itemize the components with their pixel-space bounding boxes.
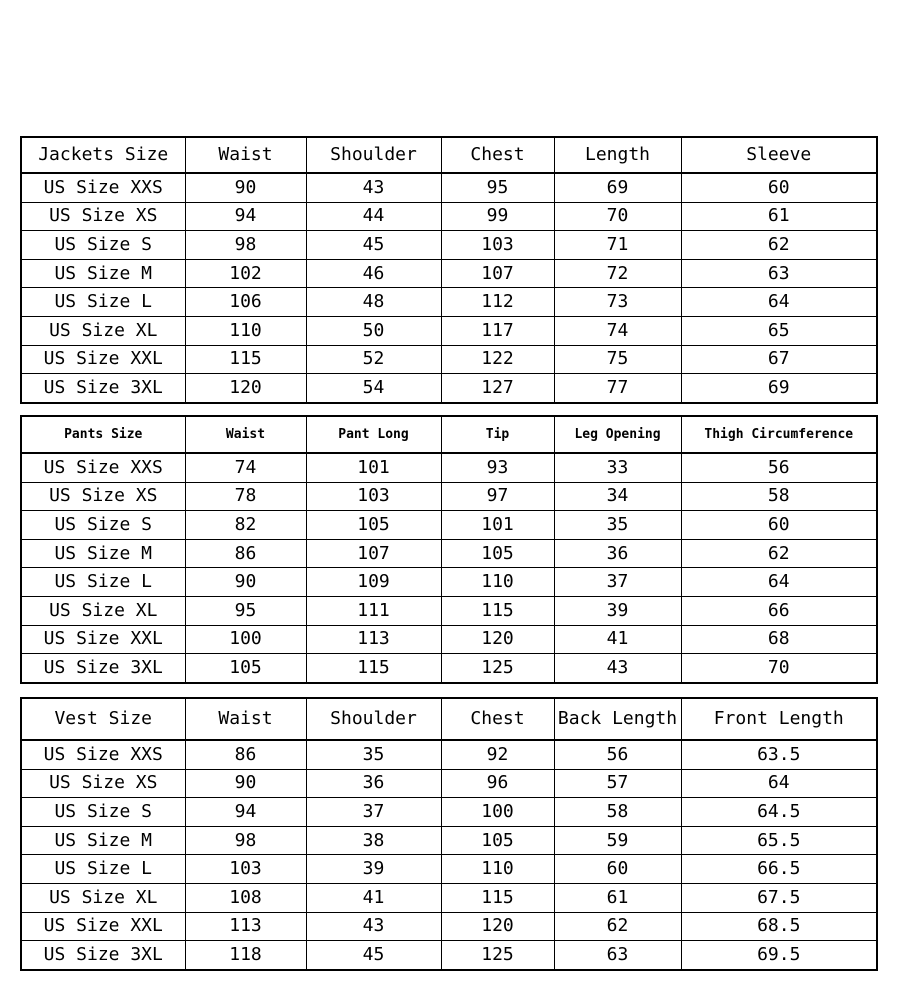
measurement-cell: 103 — [306, 482, 441, 511]
table-row — [21, 769, 877, 798]
measurement-cell: 67.5 — [681, 883, 877, 912]
header-cell: Waist — [185, 416, 306, 453]
measurement-cell: 43 — [306, 173, 441, 202]
size-label-cell: US Size XS — [21, 769, 185, 798]
header-cell: Tip — [441, 416, 554, 453]
measurement-cell: 105 — [306, 511, 441, 540]
measurement-cell: 35 — [554, 511, 681, 540]
size-label-cell: US Size 3XL — [21, 941, 185, 970]
size-label-cell: US Size 3XL — [21, 374, 185, 403]
measurement-cell: 68.5 — [681, 912, 877, 941]
table-row — [21, 453, 877, 482]
measurement-cell: 61 — [554, 883, 681, 912]
measurement-cell: 110 — [441, 855, 554, 884]
header-cell: Waist — [185, 698, 306, 740]
size-label-cell: US Size XXL — [21, 345, 185, 374]
measurement-cell: 117 — [441, 316, 554, 345]
table-row — [21, 231, 877, 260]
measurement-cell: 69 — [681, 374, 877, 403]
table-header-row — [21, 137, 877, 173]
header-cell: Leg Opening — [554, 416, 681, 453]
measurement-cell: 39 — [306, 855, 441, 884]
measurement-cell: 120 — [185, 374, 306, 403]
measurement-cell: 86 — [185, 539, 306, 568]
header-cell: Sleeve — [681, 137, 877, 173]
table-row — [21, 259, 877, 288]
measurement-cell: 110 — [185, 316, 306, 345]
measurement-cell: 113 — [306, 625, 441, 654]
vest-size-table — [20, 697, 878, 971]
header-cell: Chest — [441, 698, 554, 740]
measurement-cell: 70 — [554, 202, 681, 231]
measurement-cell: 107 — [441, 259, 554, 288]
table-row — [21, 568, 877, 597]
measurement-cell: 37 — [306, 798, 441, 827]
measurement-cell: 70 — [681, 654, 877, 683]
measurement-cell: 98 — [185, 231, 306, 260]
measurement-cell: 100 — [441, 798, 554, 827]
measurement-cell: 78 — [185, 482, 306, 511]
measurement-cell: 115 — [185, 345, 306, 374]
measurement-cell: 73 — [554, 288, 681, 317]
measurement-cell: 108 — [185, 883, 306, 912]
measurement-cell: 99 — [441, 202, 554, 231]
measurement-cell: 107 — [306, 539, 441, 568]
measurement-cell: 62 — [681, 539, 877, 568]
header-cell: Waist — [185, 137, 306, 173]
measurement-cell: 74 — [185, 453, 306, 482]
size-label-cell: US Size XS — [21, 202, 185, 231]
table-row — [21, 654, 877, 683]
size-label-cell: US Size XXS — [21, 740, 185, 769]
size-label-cell: US Size S — [21, 511, 185, 540]
size-label-cell: US Size XXS — [21, 173, 185, 202]
pants-size-table — [20, 415, 878, 684]
measurement-cell: 69.5 — [681, 941, 877, 970]
table-row — [21, 883, 877, 912]
table-row — [21, 316, 877, 345]
measurement-cell: 93 — [441, 453, 554, 482]
measurement-cell: 64 — [681, 769, 877, 798]
measurement-cell: 115 — [441, 596, 554, 625]
measurement-cell: 90 — [185, 173, 306, 202]
measurement-cell: 109 — [306, 568, 441, 597]
measurement-cell: 106 — [185, 288, 306, 317]
table-row — [21, 202, 877, 231]
header-cell: Back Length — [554, 698, 681, 740]
measurement-cell: 98 — [185, 826, 306, 855]
measurement-cell: 115 — [441, 883, 554, 912]
measurement-cell: 96 — [441, 769, 554, 798]
measurement-cell: 66 — [681, 596, 877, 625]
measurement-cell: 60 — [554, 855, 681, 884]
measurement-cell: 125 — [441, 941, 554, 970]
measurement-cell: 120 — [441, 912, 554, 941]
measurement-cell: 92 — [441, 740, 554, 769]
measurement-cell: 74 — [554, 316, 681, 345]
measurement-cell: 66.5 — [681, 855, 877, 884]
measurement-cell: 41 — [554, 625, 681, 654]
measurement-cell: 101 — [441, 511, 554, 540]
header-cell: Jackets Size — [21, 137, 185, 173]
measurement-cell: 115 — [306, 654, 441, 683]
measurement-cell: 36 — [306, 769, 441, 798]
header-cell: Shoulder — [306, 137, 441, 173]
measurement-cell: 94 — [185, 202, 306, 231]
jackets-size-table — [20, 136, 878, 404]
measurement-cell: 43 — [554, 654, 681, 683]
measurement-cell: 44 — [306, 202, 441, 231]
measurement-cell: 101 — [306, 453, 441, 482]
measurement-cell: 113 — [185, 912, 306, 941]
size-label-cell: US Size M — [21, 259, 185, 288]
header-cell: Front Length — [681, 698, 877, 740]
measurement-cell: 102 — [185, 259, 306, 288]
measurement-cell: 120 — [441, 625, 554, 654]
measurement-cell: 125 — [441, 654, 554, 683]
measurement-cell: 63 — [554, 941, 681, 970]
measurement-cell: 34 — [554, 482, 681, 511]
measurement-cell: 59 — [554, 826, 681, 855]
measurement-cell: 105 — [185, 654, 306, 683]
header-cell: Pant Long — [306, 416, 441, 453]
measurement-cell: 82 — [185, 511, 306, 540]
measurement-cell: 41 — [306, 883, 441, 912]
size-label-cell: US Size L — [21, 288, 185, 317]
table-row — [21, 826, 877, 855]
measurement-cell: 95 — [441, 173, 554, 202]
table-row — [21, 482, 877, 511]
measurement-cell: 105 — [441, 826, 554, 855]
measurement-cell: 60 — [681, 511, 877, 540]
measurement-cell: 33 — [554, 453, 681, 482]
size-label-cell: US Size XL — [21, 883, 185, 912]
measurement-cell: 57 — [554, 769, 681, 798]
measurement-cell: 45 — [306, 231, 441, 260]
measurement-cell: 37 — [554, 568, 681, 597]
measurement-cell: 63 — [681, 259, 877, 288]
measurement-cell: 54 — [306, 374, 441, 403]
measurement-cell: 111 — [306, 596, 441, 625]
size-label-cell: US Size XL — [21, 316, 185, 345]
measurement-cell: 38 — [306, 826, 441, 855]
size-label-cell: US Size L — [21, 855, 185, 884]
header-cell: Pants Size — [21, 416, 185, 453]
measurement-cell: 71 — [554, 231, 681, 260]
measurement-cell: 68 — [681, 625, 877, 654]
measurement-cell: 127 — [441, 374, 554, 403]
measurement-cell: 112 — [441, 288, 554, 317]
header-cell: Shoulder — [306, 698, 441, 740]
measurement-cell: 67 — [681, 345, 877, 374]
measurement-cell: 94 — [185, 798, 306, 827]
measurement-cell: 58 — [681, 482, 877, 511]
measurement-cell: 56 — [681, 453, 877, 482]
table-row — [21, 740, 877, 769]
measurement-cell: 100 — [185, 625, 306, 654]
size-label-cell: US Size 3XL — [21, 654, 185, 683]
measurement-cell: 46 — [306, 259, 441, 288]
size-label-cell: US Size XXL — [21, 912, 185, 941]
measurement-cell: 90 — [185, 568, 306, 597]
table-header-row — [21, 698, 877, 740]
table-row — [21, 625, 877, 654]
measurement-cell: 122 — [441, 345, 554, 374]
measurement-cell: 118 — [185, 941, 306, 970]
measurement-cell: 52 — [306, 345, 441, 374]
measurement-cell: 56 — [554, 740, 681, 769]
table-row — [21, 173, 877, 202]
table-row — [21, 941, 877, 970]
size-label-cell: US Size M — [21, 539, 185, 568]
table-row — [21, 539, 877, 568]
measurement-cell: 60 — [681, 173, 877, 202]
size-label-cell: US Size S — [21, 231, 185, 260]
table-row — [21, 855, 877, 884]
measurement-cell: 95 — [185, 596, 306, 625]
measurement-cell: 103 — [185, 855, 306, 884]
table-row — [21, 345, 877, 374]
header-cell: Chest — [441, 137, 554, 173]
measurement-cell: 110 — [441, 568, 554, 597]
table-row — [21, 374, 877, 403]
size-label-cell: US Size XL — [21, 596, 185, 625]
measurement-cell: 103 — [441, 231, 554, 260]
header-cell: Length — [554, 137, 681, 173]
measurement-cell: 61 — [681, 202, 877, 231]
table-row — [21, 288, 877, 317]
measurement-cell: 43 — [306, 912, 441, 941]
measurement-cell: 63.5 — [681, 740, 877, 769]
measurement-cell: 65.5 — [681, 826, 877, 855]
measurement-cell: 35 — [306, 740, 441, 769]
size-label-cell: US Size S — [21, 798, 185, 827]
table-row — [21, 912, 877, 941]
measurement-cell: 48 — [306, 288, 441, 317]
size-label-cell: US Size L — [21, 568, 185, 597]
measurement-cell: 72 — [554, 259, 681, 288]
measurement-cell: 36 — [554, 539, 681, 568]
measurement-cell: 65 — [681, 316, 877, 345]
table-row — [21, 596, 877, 625]
measurement-cell: 62 — [554, 912, 681, 941]
measurement-cell: 64 — [681, 288, 877, 317]
header-cell: Thigh Circumference — [681, 416, 877, 453]
measurement-cell: 45 — [306, 941, 441, 970]
measurement-cell: 77 — [554, 374, 681, 403]
size-label-cell: US Size XXL — [21, 625, 185, 654]
size-label-cell: US Size M — [21, 826, 185, 855]
measurement-cell: 64 — [681, 568, 877, 597]
measurement-cell: 97 — [441, 482, 554, 511]
measurement-cell: 75 — [554, 345, 681, 374]
measurement-cell: 62 — [681, 231, 877, 260]
header-cell: Vest Size — [21, 698, 185, 740]
table-header-row — [21, 416, 877, 453]
measurement-cell: 69 — [554, 173, 681, 202]
measurement-cell: 90 — [185, 769, 306, 798]
measurement-cell: 39 — [554, 596, 681, 625]
measurement-cell: 105 — [441, 539, 554, 568]
table-row — [21, 511, 877, 540]
table-row — [21, 798, 877, 827]
size-label-cell: US Size XXS — [21, 453, 185, 482]
measurement-cell: 86 — [185, 740, 306, 769]
measurement-cell: 58 — [554, 798, 681, 827]
size-label-cell: US Size XS — [21, 482, 185, 511]
measurement-cell: 50 — [306, 316, 441, 345]
measurement-cell: 64.5 — [681, 798, 877, 827]
